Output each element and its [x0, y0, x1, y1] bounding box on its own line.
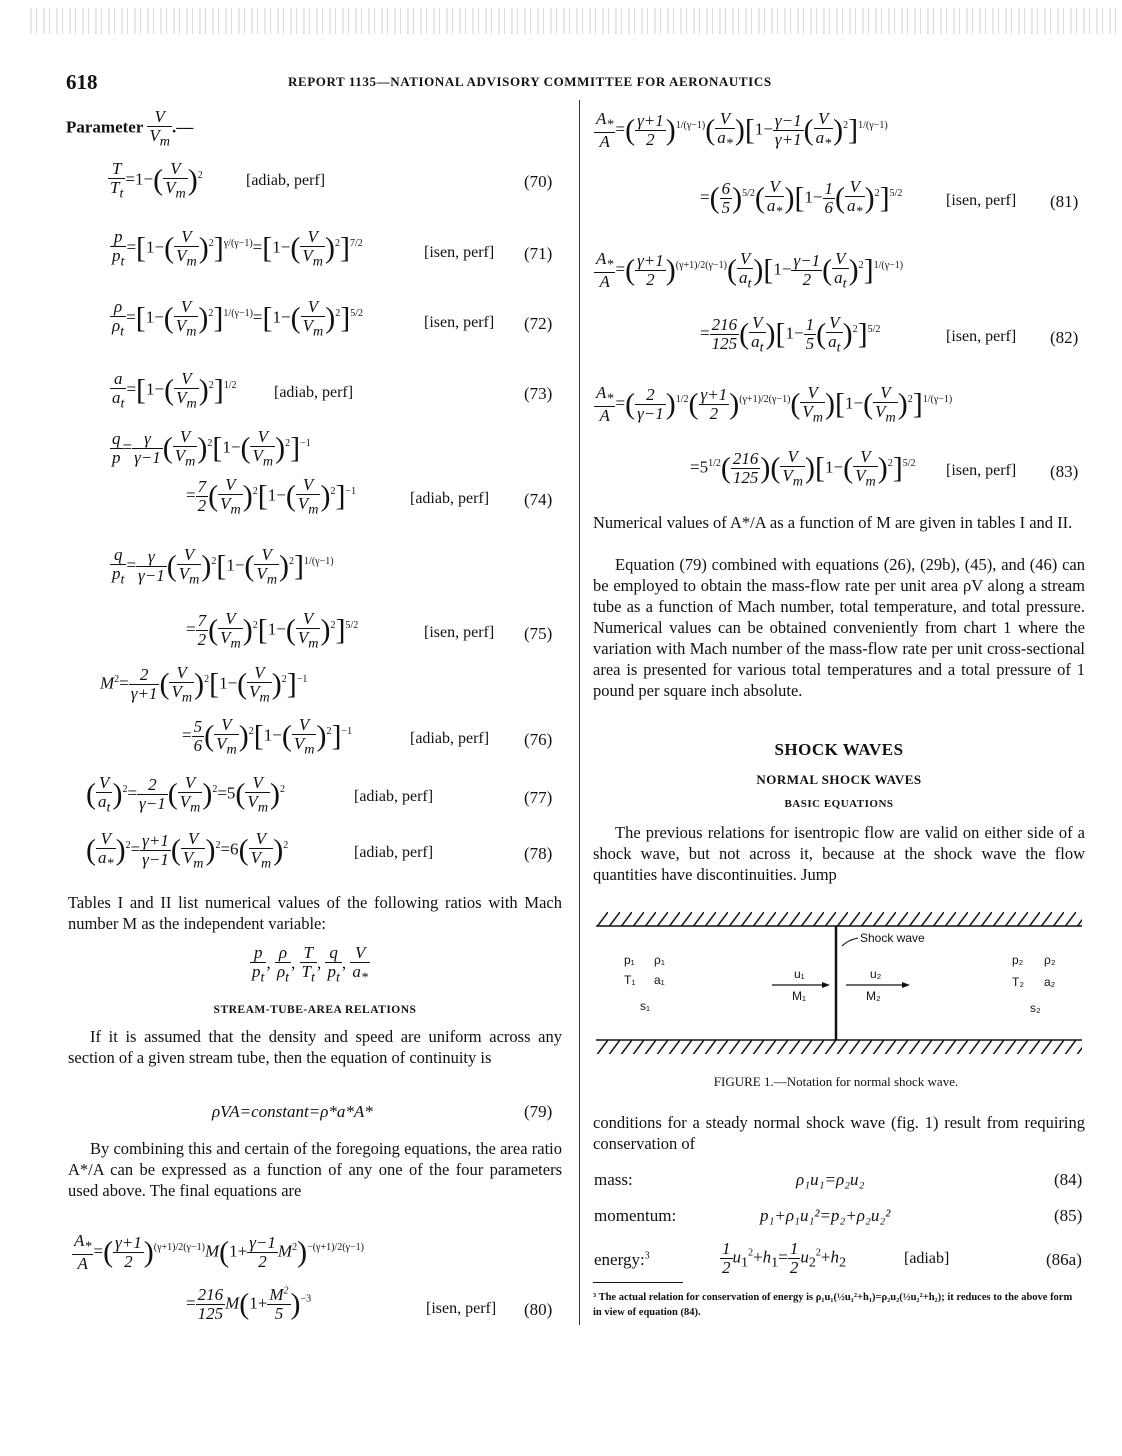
normal-shock-figure	[596, 912, 1082, 1062]
eq73-condition: [adiab, perf]	[274, 384, 354, 401]
eq76-number: (76)	[524, 730, 553, 749]
fig-u1: u₁	[794, 967, 805, 981]
eq75-condition: [isen, perf]	[424, 624, 495, 641]
equation-76b: = $\frac{5}{6}$ ( $\frac{V}{V_m}$ )$^2$[1−( $\frac{V}{V_m}$ )$^2$]$^{-1}$	[182, 715, 353, 758]
eq74-number: (74)	[524, 490, 553, 509]
eq86a-condition: [adiab]	[904, 1250, 950, 1267]
eq83-number: (83)	[1050, 462, 1079, 481]
footnote: ³ The actual relation for conservation of energy is ρ₁u₁(½u₁²+h₁)=ρ₂u₂(½u₂²+h₂); it reduces to the above form in view of equation (84).	[593, 1292, 1073, 1318]
eq71-number: (71)	[524, 244, 553, 263]
equation-78: ( $\frac{V}{a_*}$ )$^2$= $\frac{\gamma+1}{\gamma-1}$ ( $\frac{V}{V_m}$ )$^2$=6( $\frac{V}{V_m}$ )$^2$	[86, 829, 289, 872]
eq86a-number: (86a)	[1046, 1250, 1082, 1269]
eq70-number: (70)	[524, 172, 553, 191]
equation-83a: $\frac{A_*}{A}$ =( $\frac{2}{\gamma-1}$ )$^{1/2}$( $\frac{\gamma+1}{2}$ )$^{(\gamma+1)/2(\gamma-1)}$( $\frac{V}{V_m}$ )[1−( $\frac{V}{V_m}$ )$^2$]$^{1/(\gamma-1)}$	[596, 383, 953, 426]
equation79-paragraph: Equation (79) combined with equations (26), (29b), (45), and (46) can be employed to obtain the mass-flow rate per unit area ρV along a stream tube as a function of Mach number, total temperature, and total pressure. Numerical values can be obtained conveniently from chart 1 where the variation with Mach number of the mass-flow rate per unit cross-sectional area is presented for various total temperatures and a total pressure of 1 pound per square inch absolute.	[593, 555, 1085, 700]
mass-label: mass:	[594, 1170, 633, 1189]
fig-u2: u₂	[870, 967, 882, 981]
figure-caption: FIGURE 1.—Notation for normal shock wave.	[713, 1074, 959, 1089]
equation-80b: = $\frac{216}{125}$ M(1+ $\frac{M^2}{5}$ )$^{-3}$	[186, 1285, 312, 1323]
conditions-paragraph: conditions for a steady normal shock wave (fig. 1) result from requiring conservation of	[593, 1113, 1085, 1153]
fig-M1: M₁	[792, 989, 807, 1003]
fig-s1: s₁	[640, 999, 651, 1013]
equation-74a: $\frac{q}{p}$ = $\frac{\gamma}{\gamma-1}$ ( $\frac{V}{V_m}$ )$^2$[1−( $\frac{V}{V_m}$ )$^2$]$^{-1}$	[112, 427, 311, 470]
upstream-arrowhead	[822, 982, 830, 988]
shock-waves-heading: SHOCK WAVES	[774, 740, 904, 759]
page-number: 618	[66, 70, 98, 94]
fig-rho2: ρ₂	[1044, 953, 1056, 967]
equation-84: ρ₁u₁=ρ₂u₂	[796, 1170, 865, 1189]
eq81-number: (81)	[1050, 192, 1079, 211]
previous-relations-paragraph: The previous relations for isentropic flow are valid on either side of a shock wave, but not across it, because at the shock wave the flow quantities have discontinuities. Jump	[593, 823, 1085, 884]
equation-71: $\frac{p}{p_t}$ =[1−( $\frac{V}{V_m}$ )$^2$]$^{\gamma/(\gamma-1)}$=[1−( $\frac{V}{V_m}$ )$^2$]$^{7/2}$	[112, 227, 363, 270]
equation-74b: = $\frac{7}{2}$ ( $\frac{V}{V_m}$ )$^2$[1−( $\frac{V}{V_m}$ )$^2$]$^{-1}$	[186, 475, 357, 518]
equation-75a: $\frac{q}{p_t}$ = $\frac{\gamma}{\gamma-1}$ ( $\frac{V}{V_m}$ )$^2$[1−( $\frac{V}{V_m}$ )$^2$]$^{1/(\gamma-1)}$	[112, 545, 334, 588]
equation-83b: $=5^{1/2}$( $\frac{216}{125}$ )( $\frac{V}{V_m}$ )[1−( $\frac{V}{V_m}$ )$^2$]$^{5/2}$	[690, 447, 916, 490]
fig-a1: a₁	[654, 973, 665, 987]
fig-rho1: ρ₁	[654, 953, 665, 967]
eq85-number: (85)	[1054, 1206, 1083, 1225]
eq76-condition: [adiab, perf]	[410, 730, 490, 747]
eq75-number: (75)	[524, 624, 553, 643]
eq77-condition: [adiab, perf]	[354, 788, 434, 805]
equation-79: ρVA=constant=ρ*a*A*	[212, 1102, 373, 1121]
eq73-number: (73)	[524, 384, 553, 403]
equation-86a: $\frac{1}{2}$ $u_1^2+h_1=$ $\frac{1}{2}$ $u_2^2+h_2$	[722, 1239, 847, 1277]
fig-M2: M₂	[866, 989, 881, 1003]
eq78-condition: [adiab, perf]	[354, 844, 434, 861]
equation-82a: $\frac{A_*}{A}$ =( $\frac{\gamma+1}{2}$ )$^{(\gamma+1)/2(\gamma-1)}$( $\frac{V}{a_t}$ )[1− $\frac{\gamma-1}{2}$ ( $\frac{V}{a_t}$ )$^2$]$^{1/(\gamma-1)}$	[596, 249, 904, 292]
column-divider	[579, 100, 580, 1325]
scan-noise	[30, 8, 1120, 34]
eq81-condition: [isen, perf]	[946, 192, 1017, 209]
fig-p1: p₁	[624, 953, 635, 967]
equation-73: $\frac{a}{a_t}$ =[1−( $\frac{V}{V_m}$ )$^2$]$^{1/2}$	[112, 369, 237, 412]
eq77-number: (77)	[524, 788, 553, 807]
fig-p2: p₂	[1012, 953, 1024, 967]
ratio-list: $\frac{p}{p_t}$ , $\frac{\rho}{\rho_t}$ , $\frac{T}{T_t}$ , $\frac{q}{p_t}$ , $\frac{V}{a_*}$	[252, 943, 368, 986]
equation-81b: =( $\frac{6}{5}$ )$^{5/2}$( $\frac{V}{a_*}$ )[1− $\frac{1}{6}$ ( $\frac{V}{a_*}$ )$^2$]$^{5/2}$	[700, 177, 903, 220]
equation-85: p₁+ρ₁u₁²=p₂+ρ₂u₂²	[760, 1206, 891, 1225]
shock-label-leader	[842, 938, 858, 946]
equation-82b: = $\frac{216}{125}$ ( $\frac{V}{a_t}$ )[1− $\frac{1}{5}$ ( $\frac{V}{a_t}$ )$^2$]$^{5/2}$	[700, 313, 881, 356]
downstream-arrowhead	[902, 982, 910, 988]
equation-81a: $\frac{A_*}{A}$ =( $\frac{\gamma+1}{2}$ )$^{1/(\gamma-1)}$( $\frac{V}{a_*}$ )[1− $\frac{\gamma-1}{\gamma+1}$ ( $\frac{V}{a_*}$ )$^2$]$^{1/(\gamma-1)}$	[596, 109, 888, 152]
eq72-condition: [isen, perf]	[424, 314, 495, 331]
fig-s2: s₂	[1030, 1001, 1041, 1015]
equation-80a: $\frac{A_*}{A}$ =( $\frac{\gamma+1}{2}$ )$^{(\gamma+1)/2(\gamma-1)}$M(1+ $\frac{\gamma-1}{2}$ $M^2)^{-(\gamma+1)/2(\gamma-1)}$	[74, 1231, 364, 1274]
stream-paragraph: If it is assumed that the density and speed are uniform across any section of a given stream tube, then the equation of continuity is	[68, 1027, 562, 1067]
running-title: REPORT 1135—NATIONAL ADVISORY COMMITTEE FOR AERONAUTICS	[288, 74, 772, 89]
eq80-number: (80)	[524, 1300, 553, 1319]
eq84-number: (84)	[1054, 1170, 1083, 1189]
normal-shock-heading: NORMAL SHOCK WAVES	[756, 772, 922, 787]
eq79-number: (79)	[524, 1102, 553, 1121]
numerical-paragraph: Numerical values of A*/A as a function of M are given in tables I and II.	[593, 513, 1073, 532]
upper-wall-hatching	[596, 912, 1082, 926]
eq82-condition: [isen, perf]	[946, 328, 1017, 345]
eq83-condition: [isen, perf]	[946, 462, 1017, 479]
tables-paragraph: Tables I and II list numerical values of the following ratios with Mach number M as the independent variable:	[68, 893, 562, 933]
equation-70: $\frac{T}{T_t}$ =1−( $\frac{V}{V_m}$ )$^2$	[110, 159, 203, 202]
parameter-heading: Parameter $\frac{V}{V_m}$ .—	[66, 107, 194, 150]
fig-a2: a₂	[1044, 975, 1056, 989]
stream-tube-heading: STREAM-TUBE-AREA RELATIONS	[213, 1004, 417, 1016]
eq82-number: (82)	[1050, 328, 1079, 347]
momentum-label: momentum:	[594, 1206, 677, 1225]
equation-75b: = $\frac{7}{2}$ ( $\frac{V}{V_m}$ )$^2$[1−( $\frac{V}{V_m}$ )$^2$]$^{5/2}$	[186, 609, 359, 652]
eq70-condition: [adiab, perf]	[246, 172, 326, 189]
fig-T1: T₁	[624, 973, 636, 987]
shock-wave-label: Shock wave	[860, 931, 925, 945]
combining-paragraph: By combining this and certain of the foregoing equations, the area ratio A*/A can be expressed as a function of any one of the four parameters used above. The final equations are	[68, 1139, 562, 1200]
eq80-condition: [isen, perf]	[426, 1300, 497, 1317]
eq78-number: (78)	[524, 844, 553, 863]
energy-label: energy:$^3$	[594, 1250, 650, 1269]
eq72-number: (72)	[524, 314, 553, 333]
fig-T2: T₂	[1012, 975, 1024, 989]
eq74-condition: [adiab, perf]	[410, 490, 490, 507]
footnote-rule	[593, 1282, 683, 1283]
eq71-condition: [isen, perf]	[424, 244, 495, 261]
equation-77: ( $\frac{V}{a_t}$ )$^2$= $\frac{2}{\gamma-1}$ ( $\frac{V}{V_m}$ )$^2$=5( $\frac{V}{V_m}$ )$^2$	[86, 773, 286, 816]
equation-76a: $M^2=$ $\frac{2}{\gamma+1}$ ( $\frac{V}{V_m}$ )$^2$[1−( $\frac{V}{V_m}$ )$^2$]$^{-1}$	[100, 663, 308, 706]
lower-wall-hatching	[596, 1040, 1082, 1054]
basic-equations-heading: BASIC EQUATIONS	[784, 798, 894, 810]
equation-72: $\frac{\rho}{\rho_t}$ =[1−( $\frac{V}{V_m}$ )$^2$]$^{1/(\gamma-1)}$=[1−( $\frac{V}{V_m}$ )$^2$]$^{5/2}$	[112, 297, 364, 340]
